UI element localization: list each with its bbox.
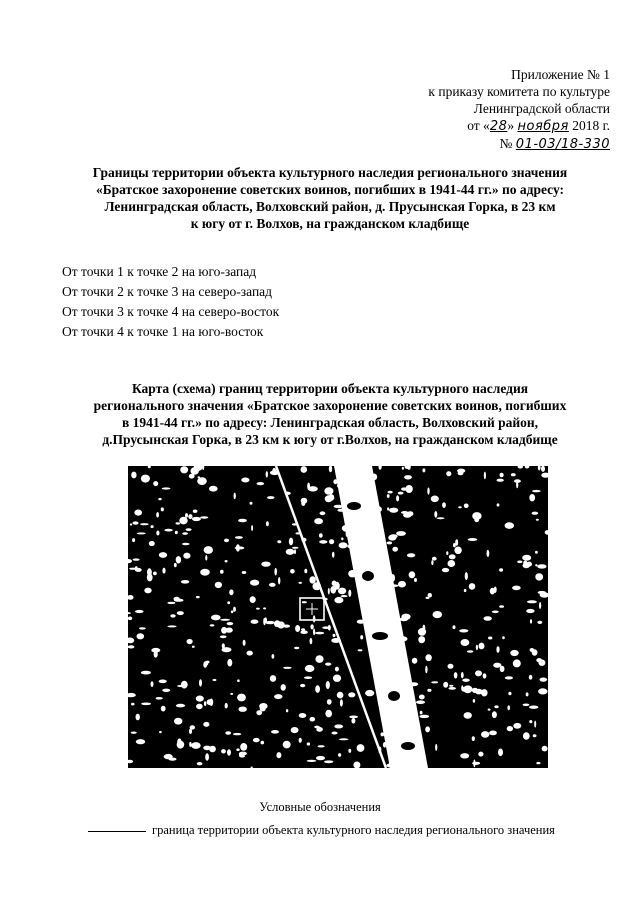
legend-item-label: граница территории объекта культурного наследия регионального значения [152, 823, 555, 837]
date-mid: » [507, 118, 515, 133]
legend-title: Условные обозначения [259, 800, 381, 814]
title-line-2: «Братское захоронение советских воинов, погибших в 1941-44 гг.» по адресу: [95, 182, 565, 197]
map-scheme-image [128, 466, 548, 768]
satellite-map-graphic [128, 466, 548, 768]
map-title-line-1: Карта (схема) границ территории объекта культурного наследия [131, 381, 529, 396]
boundary-points-list [62, 262, 279, 342]
title-line-1: Границы территории объекта культурного наследия регионального значения [92, 165, 568, 180]
document-title [60, 164, 600, 232]
date-year: 2018 г. [572, 118, 610, 133]
point-line-4: От точки 4 к точке 1 на юго-восток [62, 324, 264, 339]
appendix-date-line [290, 117, 610, 135]
order-number: 01-03/18-330 [515, 137, 610, 152]
point-line-2: От точки 2 к точке 3 на северо-запад [62, 284, 273, 299]
appendix-region-line: Ленинградской области [473, 101, 610, 116]
point-line-1: От точки 1 к точке 2 на юго-запад [62, 264, 257, 279]
point-line-3: От точки 3 к точке 4 на северо-восток [62, 304, 280, 319]
appendix-order-number-line [290, 135, 610, 153]
title-line-4: к югу от г. Волхов, на гражданском кладбище [190, 216, 470, 231]
legend-item [88, 823, 555, 838]
date-prefix: от « [467, 118, 490, 133]
legend-boundary-line-symbol [88, 831, 146, 832]
date-month: ноября [517, 119, 569, 134]
map-title-line-4: д.Прусынская Горка, в 23 км к югу от г.Волхов, на гражданском кладбище [102, 432, 558, 447]
appendix-number: Приложение № 1 [511, 67, 610, 82]
map-title-line-2: регионального значения «Братское захоронение советских воинов, погибших [93, 398, 567, 413]
title-line-3: Ленинградская область, Волховский район, д. Прусынская Горка, в 23 км [104, 199, 556, 214]
number-prefix: № [499, 136, 513, 151]
map-title [60, 380, 600, 448]
date-day: 28 [489, 119, 508, 134]
appendix-header [290, 66, 610, 153]
appendix-order-line: к приказу комитета по культуре [428, 84, 610, 99]
map-title-line-3: в 1941-44 гг.» по адресу: Ленинградская область, Волховский район, [121, 415, 539, 430]
